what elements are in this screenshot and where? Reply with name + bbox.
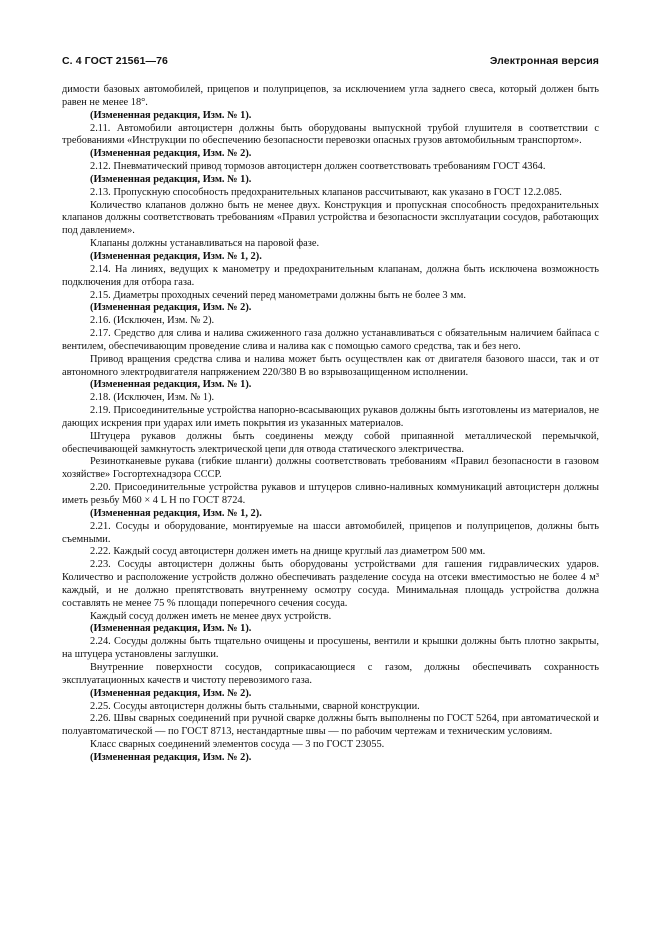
amendment-note: (Измененная редакция, Изм. № 2). <box>90 302 252 314</box>
amendment-note: (Измененная редакция, Изм. № 2). <box>90 751 252 763</box>
paragraph: Количество клапанов должно быть не менее двух. Конструкция и пропускная способность предохранительных клапанов должны соответствовать требованиям «Правил устройства и безопасности эксплуатации сосудов, работающих под давлением». <box>62 199 599 237</box>
paragraph: 2.20. Присоединительные устройства рукавов и штуцеров сливно-наливных коммуникаций автоцистерн должны иметь резьбу М60 × 4 L Н по ГОСТ 8724. <box>62 482 599 506</box>
paragraph: 2.14. На линиях, ведущих к манометру и предохранительным клапанам, должна быть исключена возможность подключения для отбора газа. <box>62 263 599 288</box>
amendment-note: (Измененная редакция, Изм. № 1). <box>90 173 252 185</box>
amendment-note: (Измененная редакция, Изм. № 1, 2). <box>90 250 262 262</box>
paragraph: Класс сварных соединений элементов сосуда — 3 по ГОСТ 23055. <box>90 739 385 751</box>
paragraph: 2.21. Сосуды и оборудование, монтируемые на шасси автомобилей, прицепов и полуприцепов, должны быть съемными. <box>62 520 599 545</box>
paragraph: 2.22. Каждый сосуд автоцистерн должен иметь на днище круглый лаз диаметром 500 мм. <box>90 546 486 558</box>
paragraph: Внутренние поверхности сосудов, соприкасающиеся с газом, должны обеспечивать сохранность эксплуатационных качеств и чистоту перевозимого газа. <box>62 661 599 686</box>
amendment-note: (Измененная редакция, Изм. № 1). <box>90 379 252 391</box>
paragraph: 2.19. Присоединительные устройства напорно-всасывающих рукавов должны быть изготовлены из материалов, не дающих искрения при ударах или иметь покрытия из указанных материалов. <box>62 405 599 429</box>
paragraph: 2.26. Швы сварных соединений при ручной сварке должны быть выполнены по ГОСТ 5264, при автоматической и полуавтоматической — по ГОСТ 8713, нестандартные швы — по рабочим чертежам и техническим условиям. <box>62 713 599 738</box>
amendment-note: (Измененная редакция, Изм. № 2). <box>90 687 252 699</box>
paragraph: 2.11. Автомобили автоцистерн должны быть оборудованы выпускной трубой глушителя в соответствии с требованиями «Инструкции по обеспечению безопасности перевозки опасных грузов автомобильным транспортом». <box>62 122 599 147</box>
paragraph: Резинотканевые рукава (гибкие шланги) должны соответствовать требованиям «Правил безопасности в газовом хозяйстве» Госгортехнадзора СССР. <box>62 456 599 481</box>
paragraph: Каждый сосуд должен иметь не менее двух устройств. <box>90 610 332 622</box>
amendment-note: (Измененная редакция, Изм. № 1, 2). <box>90 507 262 519</box>
page-header-edition-label: Электронная версия <box>489 55 599 67</box>
paragraph: 2.16. (Исключен, Изм. № 2). <box>90 315 215 327</box>
paragraph: 2.25. Сосуды автоцистерн должны быть стальными, сварной конструкции. <box>90 700 420 712</box>
amendment-note: (Измененная редакция, Изм. № 1). <box>90 623 252 635</box>
document-body <box>62 84 599 765</box>
paragraph: 2.12. Пневматический привод тормозов автоцистерн должен соответствовать требованиям ГОСТ 4364. <box>90 161 546 173</box>
amendment-note: (Измененная редакция, Изм. № 2). <box>90 148 252 160</box>
paragraph: 2.15. Диаметры проходных сечений перед манометрами должны быть не более 3 мм. <box>90 289 466 301</box>
paragraph: Привод вращения средства слива и налива может быть осуществлен как от двигателя базового шасси, так и от автономного электродвигателя напряжением 220/380 В во взрывозащищенном исполнении. <box>62 353 599 378</box>
paragraph: 2.18. (Исключен, Изм. № 1). <box>90 392 215 404</box>
paragraph: 2.23. Сосуды автоцистерн должны быть оборудованы устройствами для гашения гидравлических ударов. Количество и расположение устройств должно обеспечивать разделение сосуда на отсеки вместимостью не более 4 м³ каждый, и не должно препятствовать внутреннему осмотру сосуда. Минимальная площадь устройства должна составлять не менее 75 % площади поперечного сечения сосуда. <box>62 559 599 609</box>
paragraph: 2.13. Пропускную способность предохранительных клапанов рассчитывают, как указано в ГОСТ 12.2.085. <box>90 186 562 198</box>
amendment-note: (Измененная редакция, Изм. № 1). <box>90 109 252 121</box>
paragraph: Клапаны должны устанавливаться на паровой фазе. <box>90 238 320 250</box>
paragraph: 2.24. Сосуды должны быть тщательно очищены и просушены, вентили и крышки должны быть плотно закрыты, на штуцера установлены заглушки. <box>62 636 599 661</box>
paragraph: 2.17. Средство для слива и налива сжиженного газа должно устанавливаться с обязательным наличием байпаса с вентилем, обеспечивающим проведение слива и налива как с помощью самого средства, так и без него. <box>62 328 599 352</box>
paragraph: димости базовых автомобилей, прицепов и полуприцепов, за исключением угла заднего свеса, который должен быть равен не менее 18°. <box>62 84 599 108</box>
paragraph: Штуцера рукавов должны быть соединены между собой припаянной металлической перемычкой, обеспечивающей замкнутость электрической цепи для отвода статического электричества. <box>62 430 599 455</box>
page-header-standard-number: С. 4 ГОСТ 21561—76 <box>62 55 168 67</box>
